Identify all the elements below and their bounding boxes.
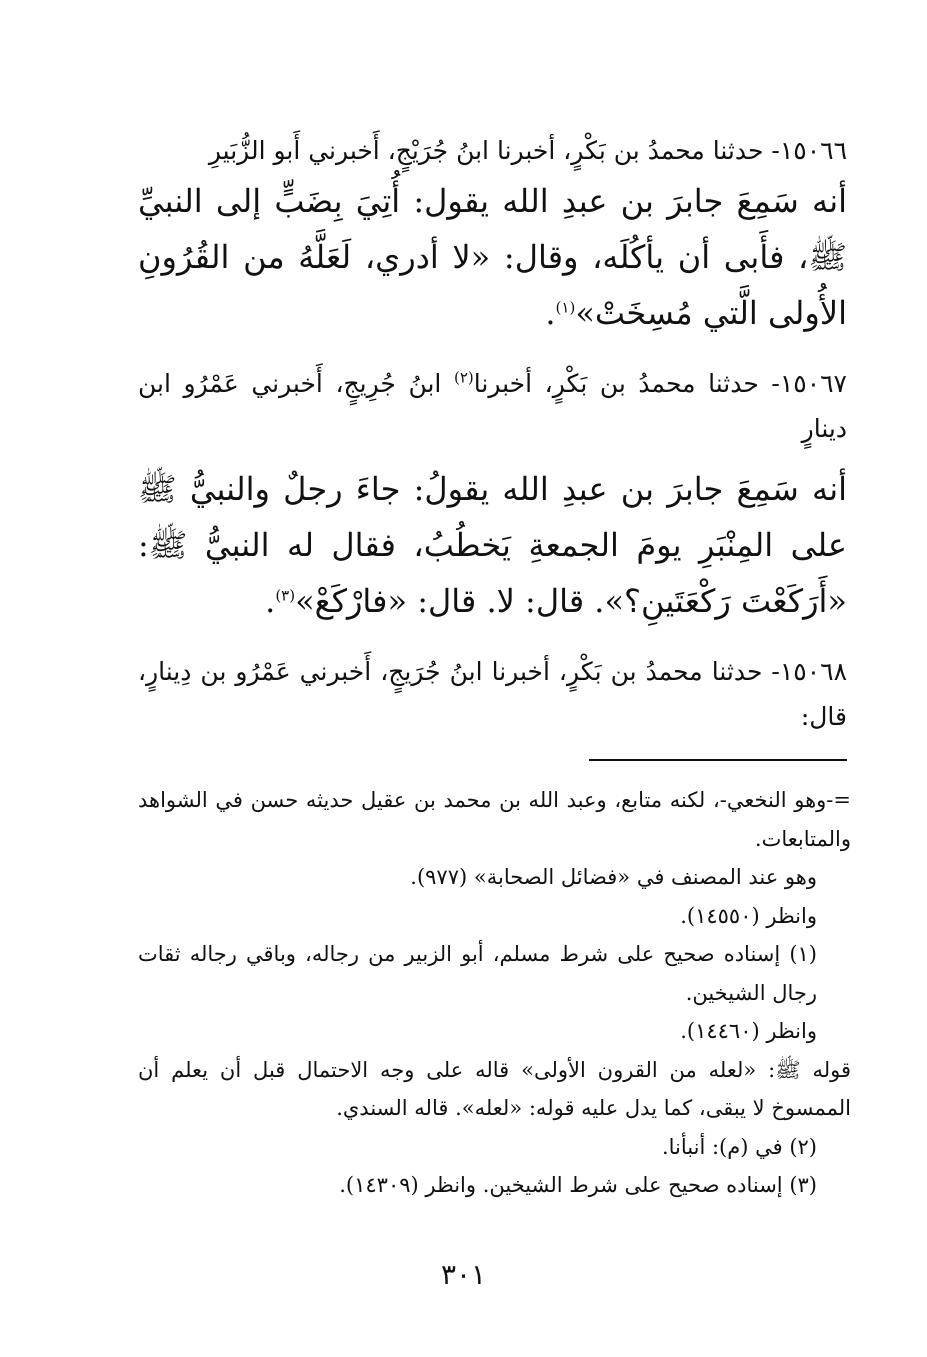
hadith-15068-isnad: [138, 649, 847, 739]
footnotes: [138, 781, 851, 1205]
hadith-15068-isnad-text: ١٥٠٦٨- حدثنا محمدُ بن بَكْرٍ، أخبرنا ابنُ جُرَيجٍ، أَخبرني عَمْرُو بن دِينارٍ، قال:: [138, 657, 847, 731]
hadith-15067-matn-end: .: [265, 582, 276, 620]
footnote-3: (٣) إسناده صحيح على شرط الشيخين. وانظر (١٤٣٠٩).: [339, 1173, 817, 1197]
footnote-line: وانظر (١٤٥٥٠).: [680, 903, 817, 928]
footnote-line: قوله ﷺ: «لعله من القرون الأولى» قاله على وجه الاحتمال قبل أن يعلم أن الممسوخ لا يبقى، كما يدل عليه قوله: «لعله». قاله السندي.: [138, 1057, 851, 1120]
page-number: ٣٠١: [440, 1258, 487, 1291]
hadith-15066-matn: [138, 173, 847, 341]
footnote-2: (٢) في (م): أنبأنا.: [661, 1134, 817, 1159]
footnote-line: وانظر (١٤٤٦٠).: [680, 1019, 817, 1043]
footnote-ref-1[interactable]: (١): [555, 298, 576, 317]
footnote-continuation: =-وهو النخعي-، لكنه متابع، وعبد الله بن محمد بن عقيل حديثه حسن في الشواهد والمتابعات.: [138, 788, 851, 851]
footnote-separator: [589, 759, 847, 761]
hadith-15067-matn: [138, 461, 847, 629]
page-body: [138, 128, 851, 1205]
hadith-15067-isnad-rest: ابنُ جُرِيجٍ، أَخبرني عَمْرُو ابن دينارٍ: [138, 369, 847, 443]
hadith-15066-matn-text: أنه سَمِعَ جابرَ بن عبدِ الله يقول: أُتِيَ بِضَبٍّ إلى النبيِّ ﷺ، فأَبى أن يأكُلَه، وقال: «لا أدري، لَعَلَّهُ من القُرُونِ الأُولى الَّتي مُسِخَتْ»: [138, 182, 848, 332]
footnote-line: وهو عند المصنف في «فضائل الصحابة» (٩٧٧).: [410, 865, 817, 889]
hadith-15067-isnad: [138, 361, 847, 451]
hadith-15066-matn-end: .: [545, 294, 556, 332]
footnote-ref-2[interactable]: (٢): [453, 368, 474, 387]
hadith-15067-isnad-text: ١٥٠٦٧- حدثنا محمدُ بن بَكْرٍ، أخبرنا: [473, 369, 847, 398]
footnote-1: (١) إسناده صحيح على شرط مسلم، أبو الزبير من رجاله، وباقي رجاله ثقات رجال الشيخين.: [138, 942, 817, 1005]
hadith-15067-matn-text: أنه سَمِعَ جابرَ بن عبدِ الله يقولُ: جاءَ رجلٌ والنبيُّ ﷺ على المِنْبَرِ يومَ الجمعةِ يَخطُبُ، فقال له النبيُّ ﷺ: «أَرَكَعْتَ رَكْعَتَينِ؟». قال: لا. قال: «فارْكَعْ»: [138, 470, 847, 620]
hadith-15066-isnad-text: ١٥٠٦٦- حدثنا محمدُ بن بَكْرٍ، أخبرنا ابنُ جُرَيْجٍ، أَخبرني أَبو الزُّبَيرِ: [208, 136, 847, 165]
footnote-ref-3[interactable]: (٣): [275, 586, 296, 605]
hadith-15066-isnad: [138, 128, 847, 173]
